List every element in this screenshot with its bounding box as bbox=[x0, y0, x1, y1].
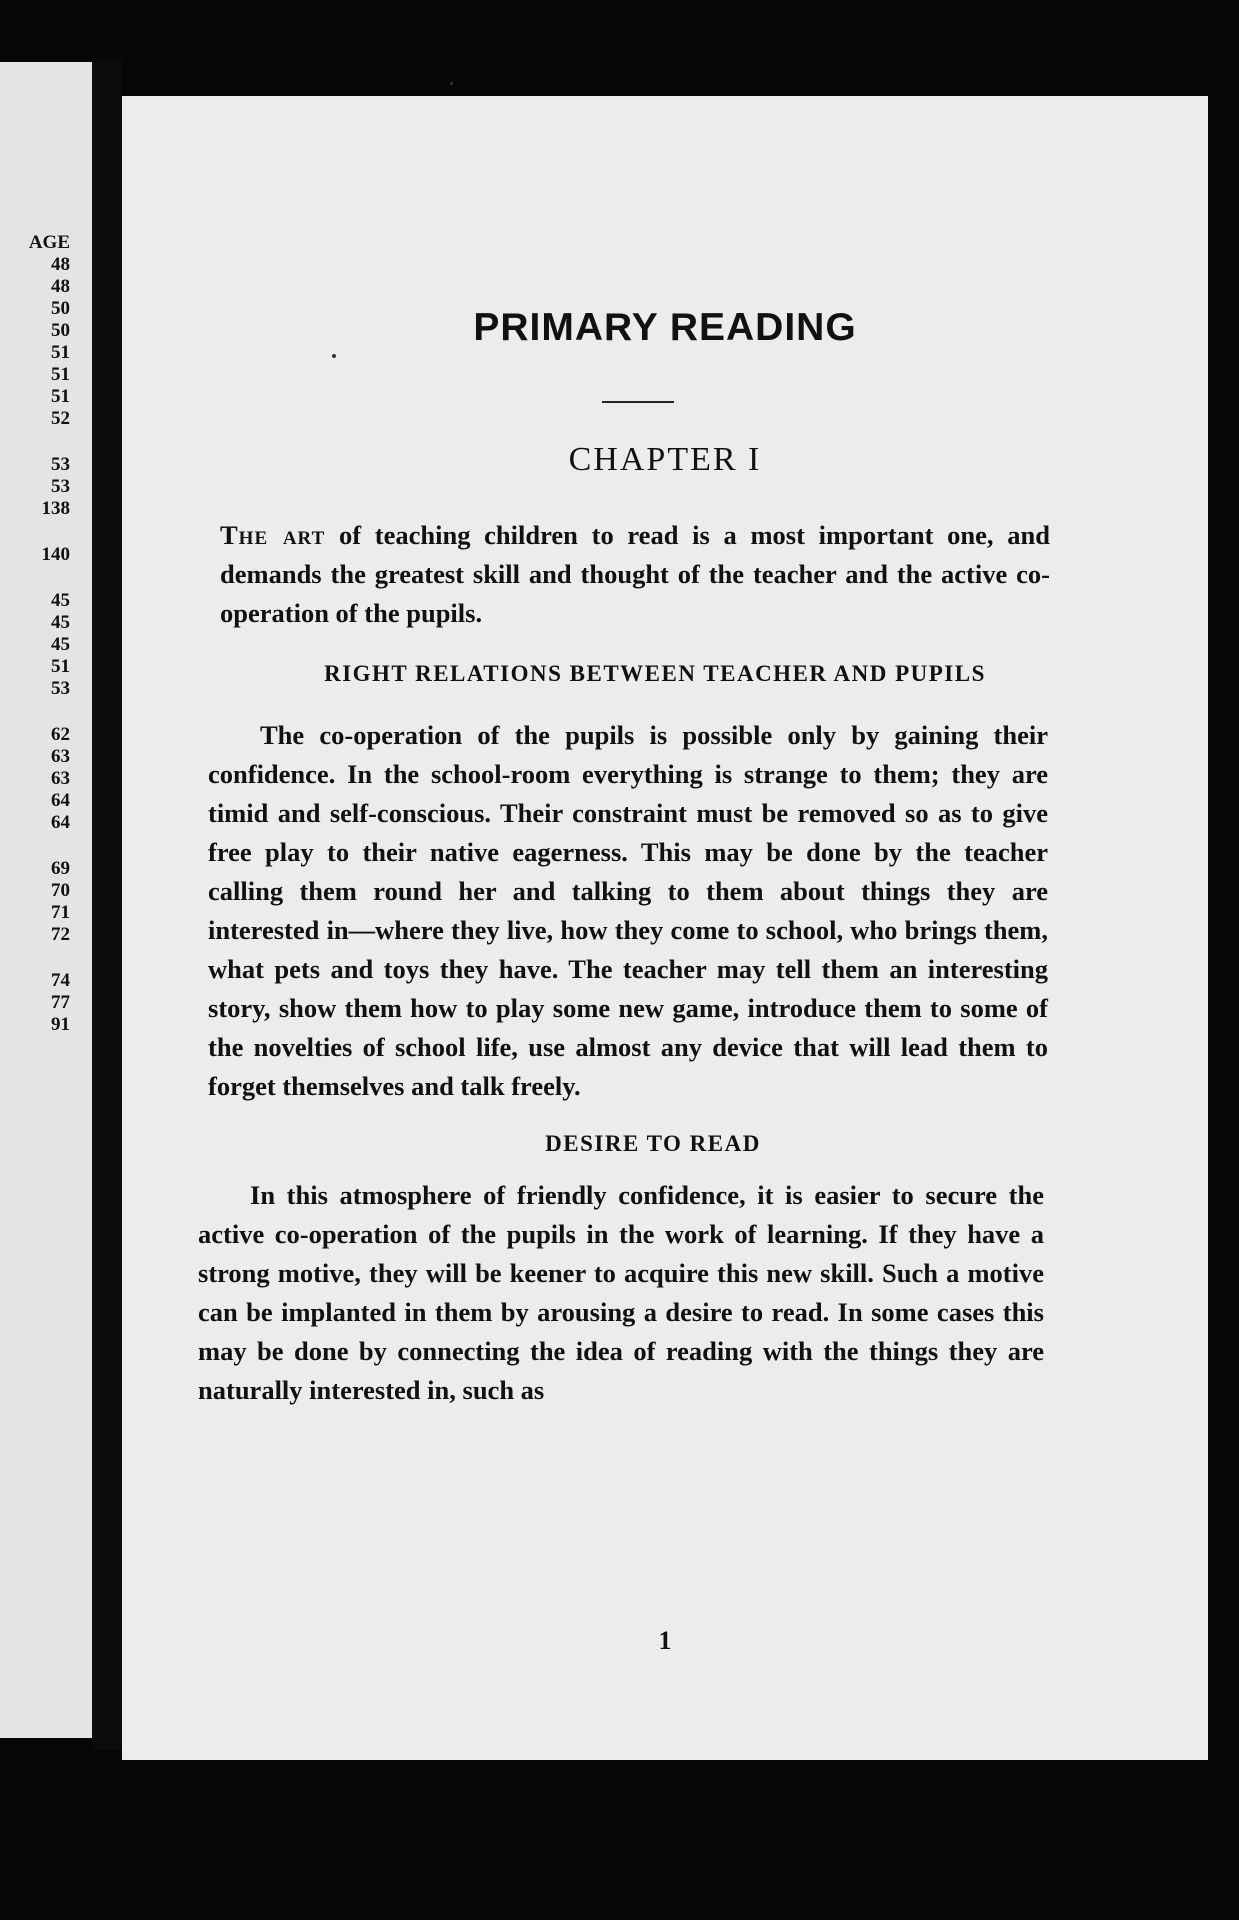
book-gutter bbox=[92, 60, 122, 1750]
section2-paragraph: In this atmosphere of friendly confidence, it is easier to secure the active co-operation of the pupils in the work of learning. If they have a strong motive, they will be keener to acquire this new skill. Such a motive can be implanted in them by arousing a desire to read. In some cases this may be done by connecting the idea of reading with the things they are naturally interested in, such as bbox=[198, 1180, 1044, 1405]
title-rule bbox=[602, 401, 674, 403]
left-page-number: 71 bbox=[51, 902, 70, 923]
section-heading-right-relations: RIGHT RELATIONS BETWEEN TEACHER AND PUPILS bbox=[324, 661, 986, 686]
left-page-number: 77 bbox=[51, 992, 70, 1013]
left-page-number: 51 bbox=[51, 386, 70, 407]
intro-paragraph bbox=[220, 516, 1050, 633]
left-page-number: 64 bbox=[51, 790, 70, 811]
left-page-number: 45 bbox=[51, 612, 70, 633]
left-page-number: 53 bbox=[51, 476, 70, 497]
left-page-number: 48 bbox=[51, 276, 70, 297]
chapter-heading: CHAPTER I bbox=[568, 441, 762, 478]
page-title: PRIMARY READING bbox=[473, 306, 857, 349]
intro-text: of teaching children to read is a most important one, and demands the greatest skill and thought of the teacher and the active co-operation of the pupils. bbox=[220, 520, 1050, 628]
left-page-number: 45 bbox=[51, 590, 70, 611]
left-page-number: 74 bbox=[51, 970, 70, 991]
left-page-number: 91 bbox=[51, 1014, 70, 1035]
left-page-number: 53 bbox=[51, 678, 70, 699]
left-page-number: 51 bbox=[51, 342, 70, 363]
book-page bbox=[122, 96, 1208, 1760]
section-heading-desire-to-read: DESIRE TO READ bbox=[545, 1131, 761, 1156]
left-page-number: 50 bbox=[51, 320, 70, 341]
left-page-number: 70 bbox=[51, 880, 70, 901]
left-page-number: 53 bbox=[51, 454, 70, 475]
left-page-number: 52 bbox=[51, 408, 70, 429]
section1-paragraph: The co-operation of the pupils is possible only by gaining their confidence. In the school-room everything is strange to them; they are timid and self-conscious. Their constraint must be removed so as to give free play to their native eagerness. This may be done by the teacher calling them round her and talking to them about things they are interested in—where they live, how they come to school, who brings them, what pets and toys they have. The teacher may tell them an interesting story, show them how to play some new game, introduce them to some of the novelties of school life, use almost any device that will lead them to forget themselves and talk freely. bbox=[208, 720, 1048, 1101]
left-page-number: 63 bbox=[51, 768, 70, 789]
left-page-number: AGE bbox=[28, 232, 70, 253]
page-number: 1 bbox=[658, 1626, 672, 1655]
left-page-edge bbox=[0, 62, 92, 1738]
left-page-number: 140 bbox=[41, 544, 70, 565]
left-page-number: 51 bbox=[51, 364, 70, 385]
left-page-number: 64 bbox=[51, 812, 70, 833]
dust-speck bbox=[332, 354, 336, 358]
left-page-number: 69 bbox=[51, 858, 70, 879]
left-page-number: 63 bbox=[51, 746, 70, 767]
left-page-number: 45 bbox=[51, 634, 70, 655]
dust-speck bbox=[450, 82, 453, 85]
left-page-number: 50 bbox=[51, 298, 70, 319]
intro-lead: The art bbox=[220, 520, 326, 550]
left-page-number: 62 bbox=[51, 724, 70, 745]
left-page-number: 48 bbox=[51, 254, 70, 275]
left-page-number: 138 bbox=[41, 498, 70, 519]
left-page-number: 51 bbox=[51, 656, 70, 677]
left-page-number: 72 bbox=[51, 924, 70, 945]
